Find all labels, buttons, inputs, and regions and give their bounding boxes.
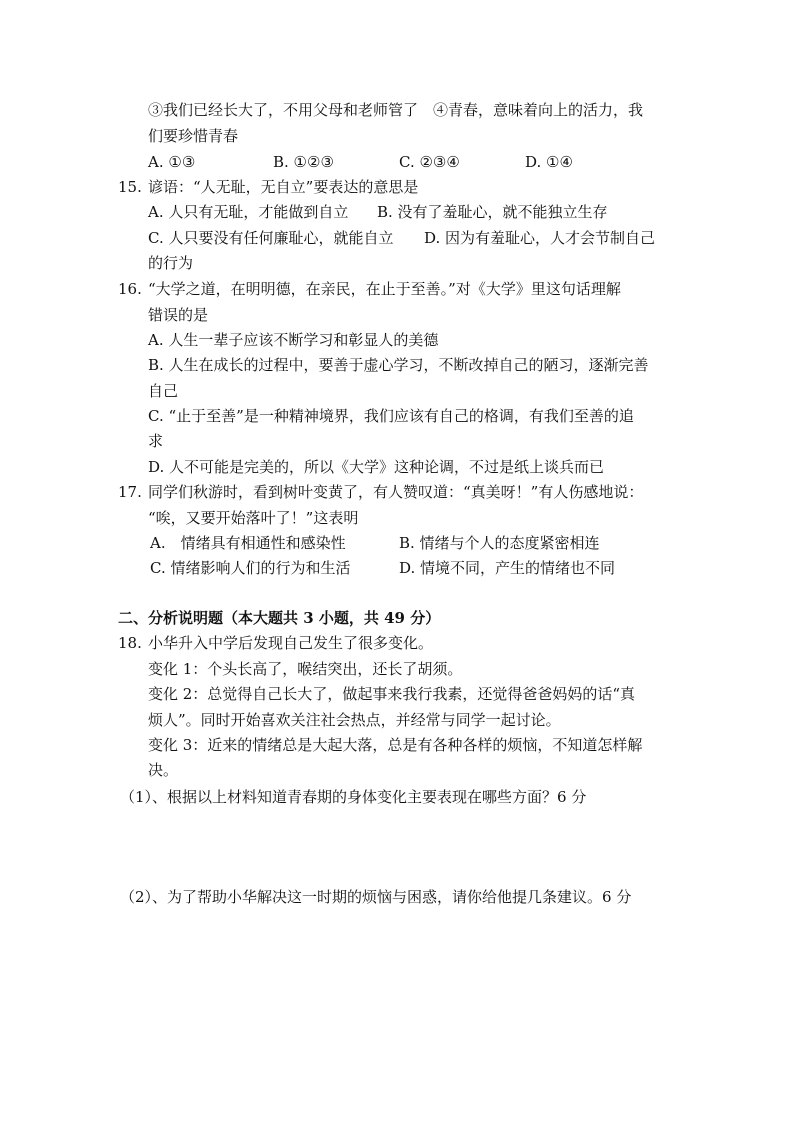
q18-number: 18.: [118, 634, 142, 652]
q18-change3-line1: 变化 3：近来的情绪总是大起大落，总是有各种各样的烦恼，不知道怎样解: [148, 736, 643, 754]
q17-option-d: D. 情境不同，产生的情绪也不同: [399, 559, 616, 577]
q18-change1: 变化 1：个头长高了，喉结突出，还长了胡须。: [148, 660, 463, 678]
q15-option-b: B. 没有了羞耻心，就不能独立生存: [377, 203, 608, 221]
q16-option-c-line1: C. “止于至善”是一种精神境界，我们应该有自己的格调，有我们至善的追: [148, 407, 634, 425]
q18-sub-question-1: （1）、根据以上材料知道青春期的身体变化主要表现在哪些方面？6 分: [120, 788, 587, 806]
q17-stem-line1: 同学们秋游时，看到树叶变黄了，有人赞叹道：“真美呀！”有人伤感地说：: [148, 483, 644, 501]
section-heading: 二、分析说明题（本大题共 3 小题，共 49 分）: [118, 609, 441, 627]
q18-stem: 小华升入中学后发现自己发生了很多变化。: [148, 634, 434, 652]
q18-change2-line1: 变化 2：总觉得自己长大了，做起事来我行我素，还觉得爸爸妈妈的话“真: [148, 685, 635, 703]
q17-option-a: A. 情绪具有相通性和感染性: [150, 534, 346, 552]
q14-line1: ③我们已经长大了，不用父母和老师管了 ④青春，意味着向上的活力，我: [148, 101, 644, 119]
q14-option-c: C. ②③④: [399, 153, 460, 171]
q17-number: 17.: [118, 483, 142, 501]
q15-option-c: C. 人只要没有任何廉耻心，就能自立: [148, 229, 394, 247]
q15-number: 15.: [118, 178, 142, 196]
q15-option-d-cont: 的行为: [148, 254, 194, 272]
q15-option-d: D. 因为有羞耻心，人才会节制自己: [424, 229, 656, 247]
q16-number: 16.: [118, 280, 142, 298]
q14-option-d: D. ①④: [525, 153, 573, 171]
q17-stem-line2: “唉，又要开始落叶了！”这表明: [148, 509, 359, 527]
q18-change3-line2: 决。: [148, 761, 179, 779]
q17-option-b: B. 情绪与个人的态度紧密相连: [399, 534, 600, 552]
q16-option-d: D. 人不可能是完美的，所以《大学》这种论调，不过是纸上谈兵而已: [148, 458, 605, 476]
q16-option-a: A. 人生一辈子应该不断学习和彰显人的美德: [148, 331, 439, 349]
q14-option-b: B. ①②③: [273, 153, 334, 171]
q18-change2-line2: 烦人”。同时开始喜欢关注社会热点，并经常与同学一起讨论。: [148, 711, 561, 729]
q14-option-a: A. ①③: [148, 153, 196, 171]
q15-option-a: A. 人只有无耻，才能做到自立: [148, 203, 349, 221]
q16-stem-line2: 错误的是: [148, 306, 209, 324]
q16-option-b-line1: B. 人生在成长的过程中，要善于虚心学习，不断改掉自己的陋习，逐渐完善: [148, 356, 649, 374]
q18-sub-question-2: （2）、为了帮助小华解决这一时期的烦恼与困惑，请你给他提几条建议。6 分: [120, 888, 632, 906]
q16-option-c-line2: 求: [148, 432, 164, 450]
q16-stem-line1: “大学之道，在明明德，在亲民，在止于至善。”对《大学》里这句话理解: [148, 280, 621, 298]
q17-option-c: C. 情绪影响人们的行为和生活: [150, 559, 351, 577]
q15-stem: 谚语：“人无耻，无自立”要表达的意思是: [148, 178, 419, 196]
q16-option-b-line2: 自己: [148, 382, 179, 400]
q14-line2: 们要珍惜青春: [148, 127, 239, 145]
